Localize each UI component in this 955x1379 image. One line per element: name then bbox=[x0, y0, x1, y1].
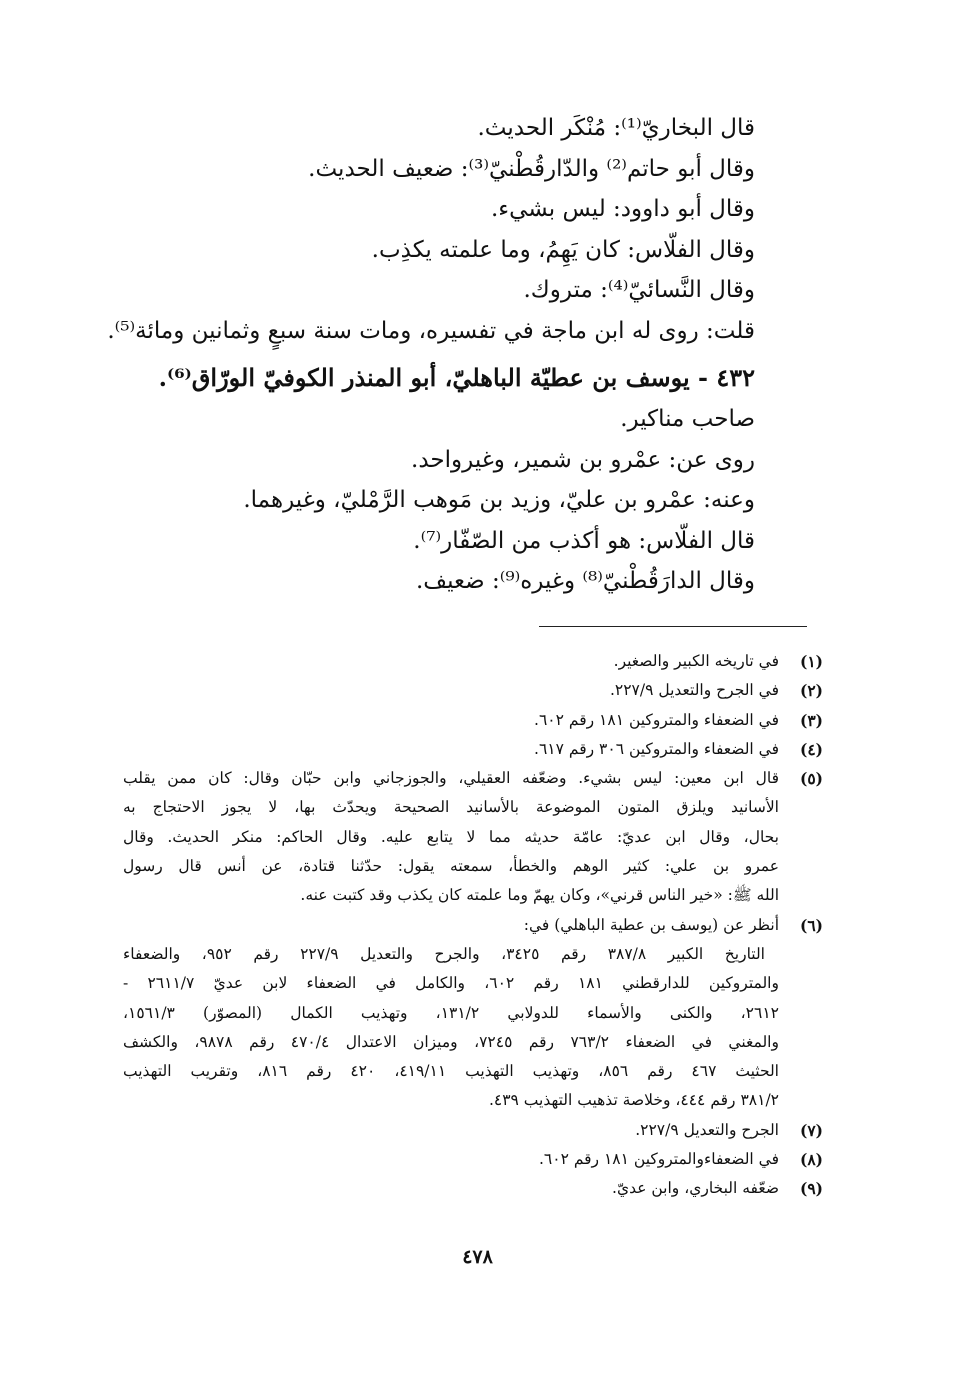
footnote-line: ضعّفه البخاري، وابن عديّ. bbox=[612, 1179, 779, 1198]
footnote bbox=[123, 1174, 823, 1203]
footnote-line: الله ﷺ: «خير الناس قرني»، وكان يهمّ وما علمته كان يكذب وقد كتبت عنه. bbox=[300, 886, 779, 905]
main-line: وقال الفلّاس: كان يَهِمُ، وما علمته يكذِب. bbox=[371, 236, 755, 263]
entry-heading: ٤٣٢ - يوسف بن عطيّة الباهليّ، أبو المنذر الكوفيّ الورّاق⁽⁶⁾. bbox=[158, 363, 755, 392]
footnote bbox=[123, 647, 823, 676]
footnote-line: ٣٨١/٢ رقم ٤٤٤، وخلاصة تذهيب التهذيب ٤٣٩. bbox=[488, 1091, 779, 1110]
footnote-number: (١) bbox=[799, 652, 823, 671]
footnote-divider bbox=[539, 626, 807, 627]
entry-line: قال الفلّاس: هو أكذب من الصّفّار⁽⁷⁾. bbox=[413, 527, 755, 554]
main-text-block bbox=[107, 108, 755, 602]
footnote-number: (٨) bbox=[799, 1150, 823, 1170]
footnote-number: (٧) bbox=[799, 1120, 823, 1140]
main-line: وقال أبو حاتم⁽²⁾ والدّارقُطْنيّ⁽³⁾: ضعيف الحديث. bbox=[308, 155, 755, 182]
footnote bbox=[123, 911, 823, 1116]
footnote-number: (٤) bbox=[799, 739, 823, 759]
footnote bbox=[123, 1116, 823, 1145]
entry-line: صاحب مناكير. bbox=[620, 406, 755, 432]
footnote bbox=[123, 764, 823, 910]
footnote-line: الجرح والتعديل ٢٢٧/٩. bbox=[635, 1120, 779, 1139]
footnote-line: بحال، وقال ابن عديّ: عامّة حديثه مما لا يتابع عليه. وقال الحاكم: منكر الحديث. وقال bbox=[123, 827, 779, 846]
main-line: وقال النَّسائيّ⁽⁴⁾: متروك. bbox=[523, 277, 755, 303]
footnote-line: التاريخ الكبير ٣٨٧/٨ رقم ٣٤٢٥، والجرح والتعديل ٢٢٧/٩ رقم ٩٥٢، والضعفاء bbox=[123, 944, 765, 963]
footnote-line: ٢٦١٢، والكنى والأسماء للدولابي ١٣١/٢، وتهذيب الكمال (المصوّر) ١٥٦١/٣، bbox=[123, 1003, 779, 1022]
footnote-line: الأسانيد ويلزق المتون الموضوعة بالأسانيد الصحيحة ويحدّث بها، لا يجوز الاحتجاج به bbox=[123, 798, 779, 817]
page-number: ٤٧٨ bbox=[462, 1246, 493, 1268]
footnote-number: (٣) bbox=[799, 710, 823, 730]
main-line: وقال أبو داوود: ليس بشيء. bbox=[490, 196, 755, 222]
footnote-number: (٢) bbox=[799, 681, 823, 701]
footnote-line: والمغني في الضعفاء ٧٦٣/٢ رقم ٧٢٤٥، وميزان الاعتدال ٤٧٠/٤ رقم ٩٨٧٨، والكشف bbox=[123, 1032, 779, 1051]
footnote-line: في الضعفاء والمتروكين ١٨١ رقم ٦٠٢. bbox=[534, 710, 779, 729]
footnote-line: في الضعفاءوالمتروكين ١٨١ رقم ٦٠٢. bbox=[538, 1150, 779, 1169]
footnote bbox=[123, 676, 823, 705]
entry-line: وعنه: عمْرو بن عليّ، وزيد بن مَوهب الرَّمْليّ، وغيرهما. bbox=[243, 487, 755, 513]
main-line: قال البخاريّ⁽¹⁾: مُنْكَر الحديث. bbox=[477, 115, 755, 141]
footnote-number: (٩) bbox=[799, 1179, 823, 1199]
footnote bbox=[123, 1145, 823, 1174]
entry-line: وقال الدارَقُطْنيّ⁽⁸⁾ وغيره⁽⁹⁾: ضعيف. bbox=[415, 568, 755, 594]
footnote bbox=[123, 706, 823, 735]
footnote-number: (٦) bbox=[799, 915, 823, 935]
footnotes-block bbox=[123, 647, 823, 1204]
entry-line: روى عن: عمْرو بن شمير، وغيرواحد. bbox=[411, 446, 755, 473]
footnote bbox=[123, 735, 823, 764]
footnote-number: (٥) bbox=[799, 769, 823, 789]
footnote-line: في الضعفاء والمتروكين ٣٠٦ رقم ٦١٧. bbox=[534, 739, 779, 758]
footnote-line: في الجرح والتعديل ٢٢٧/٩. bbox=[609, 681, 779, 700]
footnote-line: عمرو بن علي: كثير الوهم والخطأ، سمعته يقول: حدّثنا قتادة، عن أنس قال رسول bbox=[123, 857, 779, 876]
footnote-line: أنظر عن (يوسف بن عطية الباهلي) في: bbox=[523, 915, 779, 934]
footnote-line: في تاريخه الكبير والصغير. bbox=[613, 652, 779, 670]
footnote-line: الحثيث ٤٦٧ رقم ٨٥٦، وتهذيب التهذيب ٤١٩/١١، ٤٢٠ رقم ٨١٦، وتقريب التهذيب bbox=[123, 1062, 779, 1081]
footnote-line: قال ابن معين: ليس بشيء. وضعّفه العقيلي، والجوزجاني وابن حبّان وقال: كان ممن يقلب bbox=[123, 769, 779, 788]
main-line: قلت: روى له ابن ماجة في تفسيره، ومات سنة سبعٍ وثمانين ومائة⁽⁵⁾. bbox=[107, 317, 755, 344]
footnote-line: والمتروكين للدارقطني ١٨١ رقم ٦٠٢، والكامل في الضعفاء لابن عديّ ٢٦١١/٧ - bbox=[123, 974, 779, 993]
